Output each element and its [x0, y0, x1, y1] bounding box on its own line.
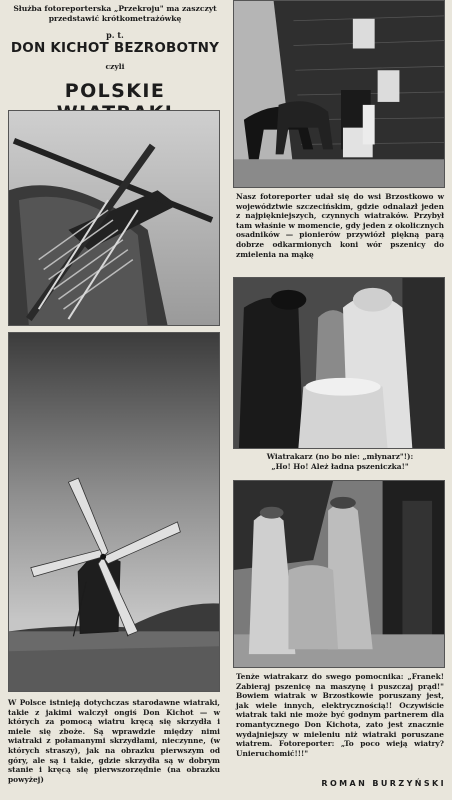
- pt-label: p. t.: [106, 30, 124, 40]
- caption-village: Nasz fotoreporter udał się do wsi Brzostkowo w województwie szczecińskim, gdzie odnalazł jeden z najpiękniejszych, czynnych wiatraków. Przybył tam właśnie w momencie, gdy jeden z okolicznych osadników — pionierów przywiózł piękną parą dobrze odkarmionych koni wór pszenicy do zmielenia na mąkę: [236, 192, 444, 259]
- page-subtitle: POLSKIE: [64, 80, 166, 102]
- author-byline: ROMAN BURZYŃSKI: [321, 779, 446, 788]
- czyli-label: czyli: [105, 62, 125, 71]
- caption-miller-line2: „Ho! Ho! Ależ ładna pszeniczka!": [271, 461, 409, 471]
- photo-working-windmill: [8, 332, 220, 692]
- photo-broken-windmill: [8, 110, 220, 326]
- photo-village-horses: [233, 0, 445, 188]
- intro-text: Służba fotoreporterska „Przekroju" ma zaszczyt przedstawić krótkometrażówkę: [13, 4, 217, 23]
- photo-miller-helper: [233, 480, 445, 668]
- photo-miller-wheat: [233, 277, 445, 449]
- caption-miller: [236, 452, 444, 471]
- caption-miller-line1: Wiatrakarz (no bo nie: „młynarz"!):: [266, 452, 414, 461]
- page-title: DON KICHOT BEZROBOTNY: [10, 40, 220, 56]
- caption-windmills: W Polsce istnieją dotychczas starodawne wiatraki, takie z jakimi walczył ongiś Don Kichot — w których za pomocą wiatru kręcą się skrzydła i miele się zboże. Są wprawdzie między nimi wiatraki z połamanymi skrzydłami, nieczynne, (w których straszy), jak na obrazku pierwszym od góry, ale są i takie, gdzie skrzydła są w dobrym stanie i kręcą się pierwszorzędnie (na obrazku powyżej): [8, 698, 220, 784]
- caption-helper: Tenże wiatrakarz do swego pomocnika: „Franek! Zabierąj pszenicę na maszynę i puszczaj prąd!" Bowiem wiatrak w Brzostkowie poruszany jest, jak wiele innych, elektrycznością!! Oczywiście wiatrak taki nie może być godnym partnerem dla romantycznego Don Kichota, zato jest znacznie wydajniejszy w mieleniu niż wiatraki poruszane wiatrem. Fotoreporter: „To poco wieją wiatry? Unieruchomić!!!": [236, 672, 444, 758]
